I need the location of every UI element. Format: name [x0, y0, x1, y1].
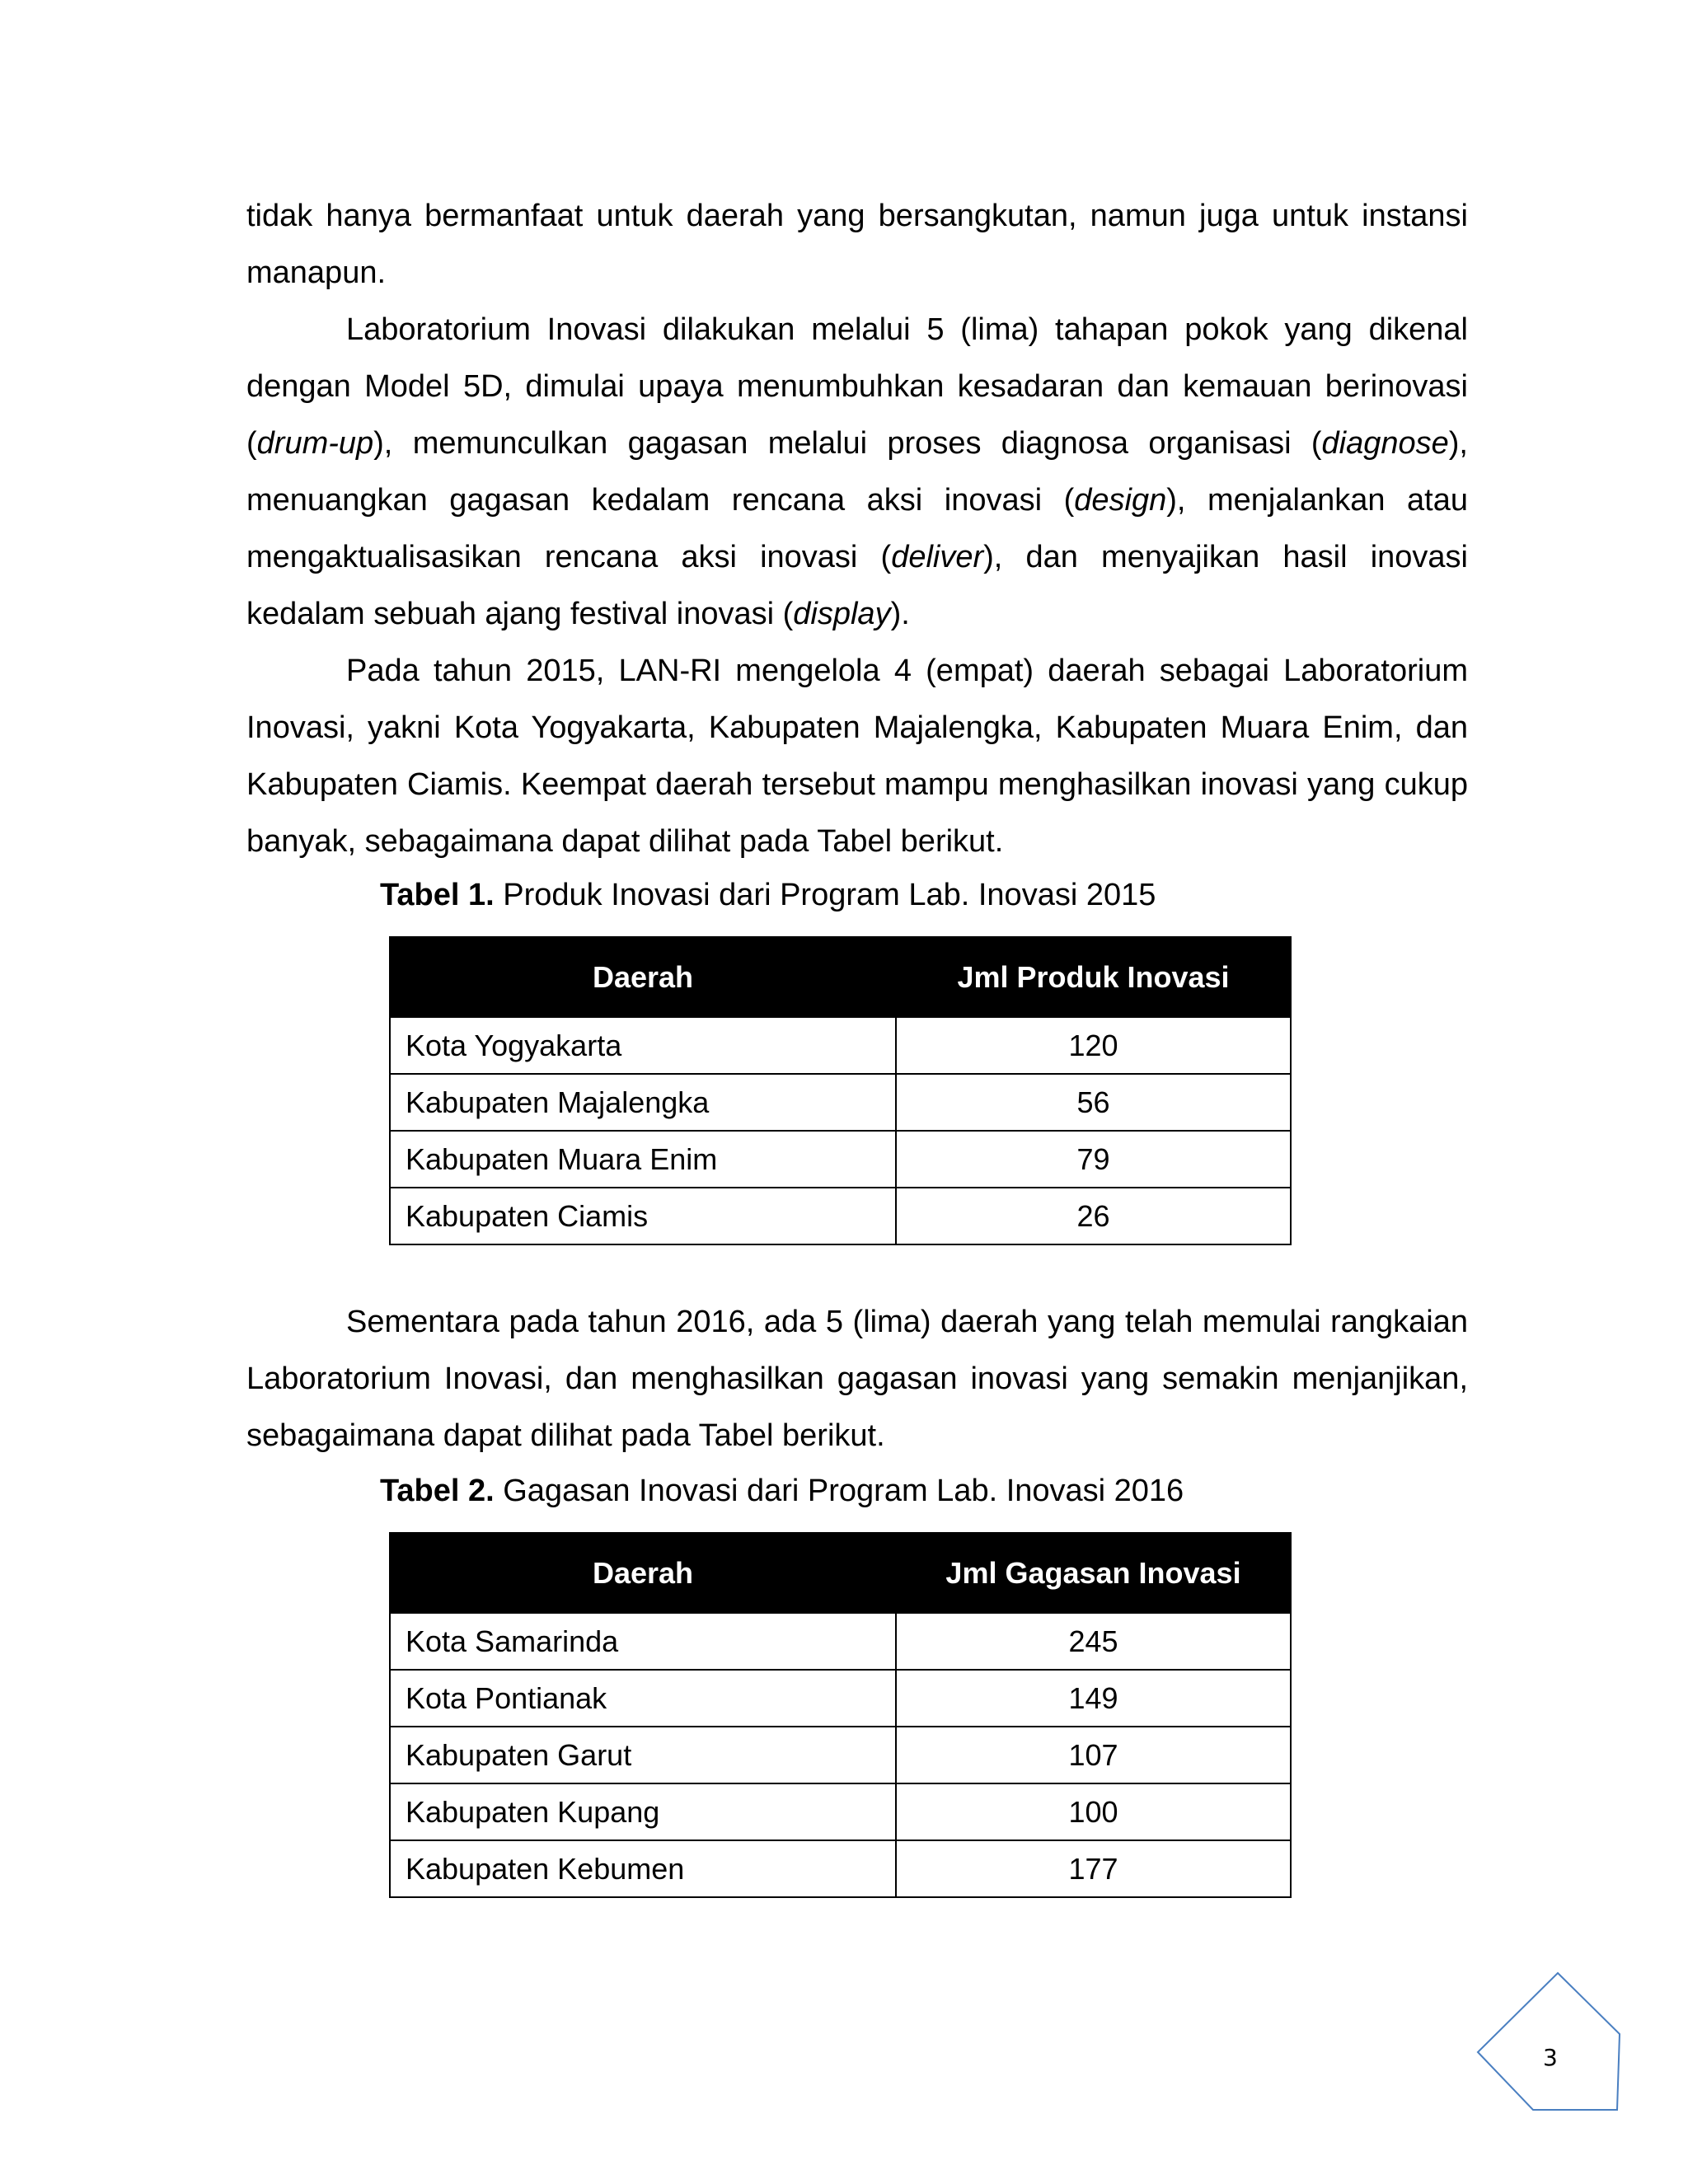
p2-text-c: ), menuangkan gagasan kedalam rencana aksi inovasi (: [246, 426, 1468, 518]
paragraph-3: Pada tahun 2015, LAN-RI mengelola 4 (empat) daerah sebagai Laboratorium Inovasi, yakni Kota Yogyakarta, Kabupaten Majalengka, Kabupaten Muara Enim, dan Kabupaten Ciamis. Keempat daerah tersebut mampu menghasilkan inovasi yang cukup banyak, sebagaimana dapat dilihat pada Tabel berikut.: [246, 654, 1468, 859]
region-cell: Kabupaten Majalengka: [390, 1074, 896, 1131]
count-cell: 100: [896, 1783, 1291, 1840]
table-row: [390, 1188, 1291, 1244]
table2-header-count: Jml Gagasan Inovasi: [896, 1533, 1291, 1613]
table-produk-inovasi: [389, 936, 1292, 1245]
table-row: [390, 1131, 1291, 1188]
region-cell: Kabupaten Muara Enim: [390, 1131, 896, 1188]
table-row: [390, 1783, 1291, 1840]
count-cell: 56: [896, 1074, 1291, 1131]
table1-header-count: Jml Produk Inovasi: [896, 937, 1291, 1017]
table1-caption-text: Produk Inovasi dari Program Lab. Inovasi 2015: [494, 878, 1156, 912]
table1-caption-label: Tabel 1.: [380, 878, 495, 912]
term-display: display: [793, 597, 891, 631]
table2-caption: [380, 1470, 1184, 1511]
p2-text-a: Laboratorium Inovasi dilakukan melalui 5 (lima) tahapan pokok yang dikenal dengan Model 5D, dimulai upaya menumbuhkan kesadaran dan kemauan berinovasi (: [246, 312, 1468, 461]
count-cell: 120: [896, 1017, 1291, 1074]
table1-header-row: [390, 937, 1291, 1017]
term-design: design: [1074, 483, 1167, 518]
count-cell: 177: [896, 1840, 1291, 1897]
table2-header-region: Daerah: [390, 1533, 896, 1613]
region-cell: Kabupaten Kebumen: [390, 1840, 896, 1897]
region-cell: Kabupaten Kupang: [390, 1783, 896, 1840]
table-row: [390, 1670, 1291, 1727]
count-cell: 79: [896, 1131, 1291, 1188]
paragraph-1: tidak hanya bermanfaat untuk daerah yang bersangkutan, namun juga untuk instansi manapun.: [246, 199, 1468, 290]
count-cell: 245: [896, 1613, 1291, 1670]
table-row: [390, 1017, 1291, 1074]
region-cell: Kota Pontianak: [390, 1670, 896, 1727]
term-diagnose: diagnose: [1321, 426, 1449, 461]
region-cell: Kabupaten Ciamis: [390, 1188, 896, 1244]
region-cell: Kota Samarinda: [390, 1613, 896, 1670]
page-number: 3: [1543, 2044, 1558, 2071]
table1-caption: [380, 874, 1156, 916]
table-gagasan-inovasi: [389, 1532, 1292, 1898]
count-cell: 26: [896, 1188, 1291, 1244]
table2-header-row: [390, 1533, 1291, 1613]
p2-text-e: ), dan menyajikan hasil inovasi kedalam sebuah ajang festival inovasi (: [246, 540, 1468, 631]
paragraph-2: [246, 302, 1468, 643]
count-cell: 149: [896, 1670, 1291, 1727]
p2-text-b: ), memunculkan gagasan melalui proses diagnosa organisasi (: [373, 426, 1322, 461]
body-text-middle: [246, 1294, 1468, 1465]
count-cell: 107: [896, 1727, 1291, 1783]
table-row: [390, 1727, 1291, 1783]
p2-text-f: ).: [890, 597, 910, 631]
term-drum-up: drum-up: [256, 426, 374, 461]
term-deliver: deliver: [891, 540, 984, 574]
paragraph-4: Sementara pada tahun 2016, ada 5 (lima) daerah yang telah memulai rangkaian Laboratorium Inovasi, dan menghasilkan gagasan inovasi yang semakin menjanjikan, sebagaimana dapat dilihat pada Tabel berikut.: [246, 1305, 1468, 1453]
body-text-top: [246, 188, 1468, 870]
table2-caption-text: Gagasan Inovasi dari Program Lab. Inovasi 2016: [494, 1474, 1184, 1508]
page-badge-outline: [1478, 1973, 1620, 2110]
table-row: [390, 1840, 1291, 1897]
region-cell: Kota Yogyakarta: [390, 1017, 896, 1074]
table-row: [390, 1074, 1291, 1131]
table1-header-region: Daerah: [390, 937, 896, 1017]
p2-text-d: ), menjalankan atau mengaktualisasikan rencana aksi inovasi (: [246, 483, 1468, 574]
table-row: [390, 1613, 1291, 1670]
region-cell: Kabupaten Garut: [390, 1727, 896, 1783]
table2-caption-label: Tabel 2.: [380, 1474, 495, 1508]
